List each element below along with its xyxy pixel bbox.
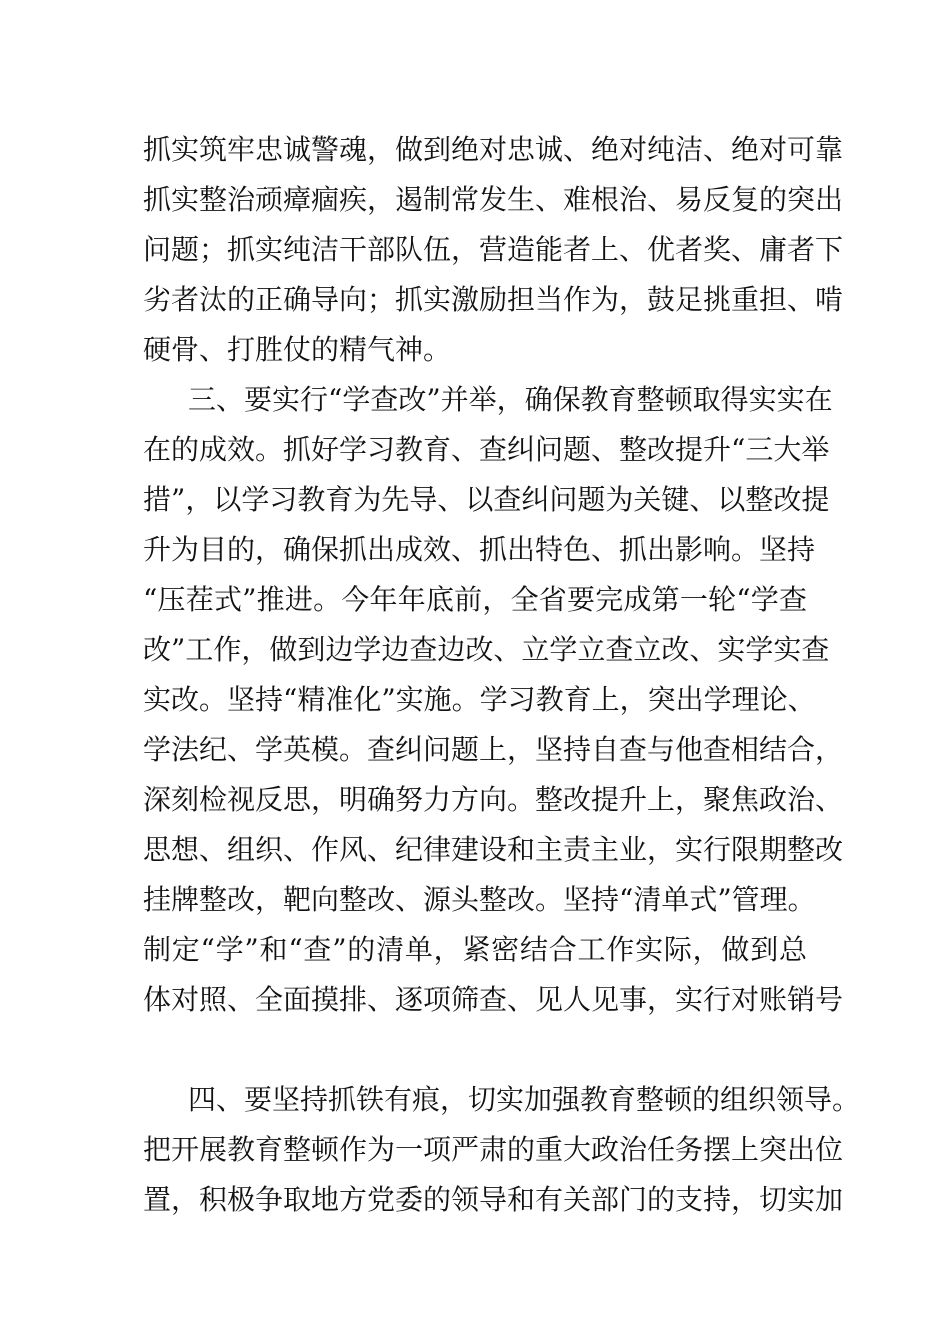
text-line-5: 硬骨、打胜仗的精气神。 (143, 333, 452, 366)
text-line-1: 抓实筑牢忠诚警魂，做到绝对忠诚、绝对纯洁、绝对可靠 (143, 133, 844, 166)
text-line-21: 置，积极争取地方党委的领导和有关部门的支持，切实加 (143, 1183, 844, 1216)
text-line-3: 问题；抓实纯洁干部队伍，营造能者上、优者奖、庸者下 (143, 233, 844, 266)
section-four-heading-line: 四、要坚持抓铁有痕，切实加强教育整顿的组织领导。 (188, 1083, 861, 1116)
text-line-14: 深刻检视反思，明确努力方向。整改提升上，聚焦政治、 (143, 783, 844, 816)
text-line-8: 措”，以学习教育为先导、以查纠问题为关键、以整改提 (143, 483, 830, 516)
text-line-2: 抓实整治顽瘴痼疾，遏制常发生、难根治、易反复的突出 (143, 183, 844, 216)
section-three-heading-line: 三、要实行“学查改”并举，确保教育整顿取得实实在 (188, 383, 833, 416)
text-line-9: 升为目的，确保抓出成效、抓出特色、抓出影响。坚持 (143, 533, 816, 566)
text-line-18: 体对照、全面摸排、逐项筛查、见人见事，实行对账销号 (143, 983, 844, 1016)
text-line-11: 改”工作，做到边学边查边改、立学立查立改、实学实查 (143, 633, 830, 666)
text-line-13: 学法纪、学英模。查纠问题上，坚持自查与他查相结合， (143, 733, 844, 766)
text-line-20: 把开展教育整顿作为一项严肃的重大政治任务摆上突出位 (143, 1133, 844, 1166)
text-line-17: 制定“学”和“查”的清单，紧密结合工作实际，做到总 (143, 933, 807, 966)
text-line-7: 在的成效。抓好学习教育、查纠问题、整改提升“三大举 (143, 433, 830, 466)
text-line-15: 思想、组织、作风、纪律建设和主责主业，实行限期整改 (143, 833, 844, 866)
text-line-10: “压茬式”推进。今年年底前，全省要完成第一轮“学查 (143, 583, 807, 616)
text-line-16: 挂牌整改，靶向整改、源头整改。坚持“清单式”管理。 (143, 883, 816, 916)
text-line-12: 实改。坚持“精准化”实施。学习教育上，突出学理论、 (143, 683, 816, 716)
text-line-4: 劣者汰的正确导向；抓实激励担当作为，鼓足挑重担、啃 (143, 283, 844, 316)
